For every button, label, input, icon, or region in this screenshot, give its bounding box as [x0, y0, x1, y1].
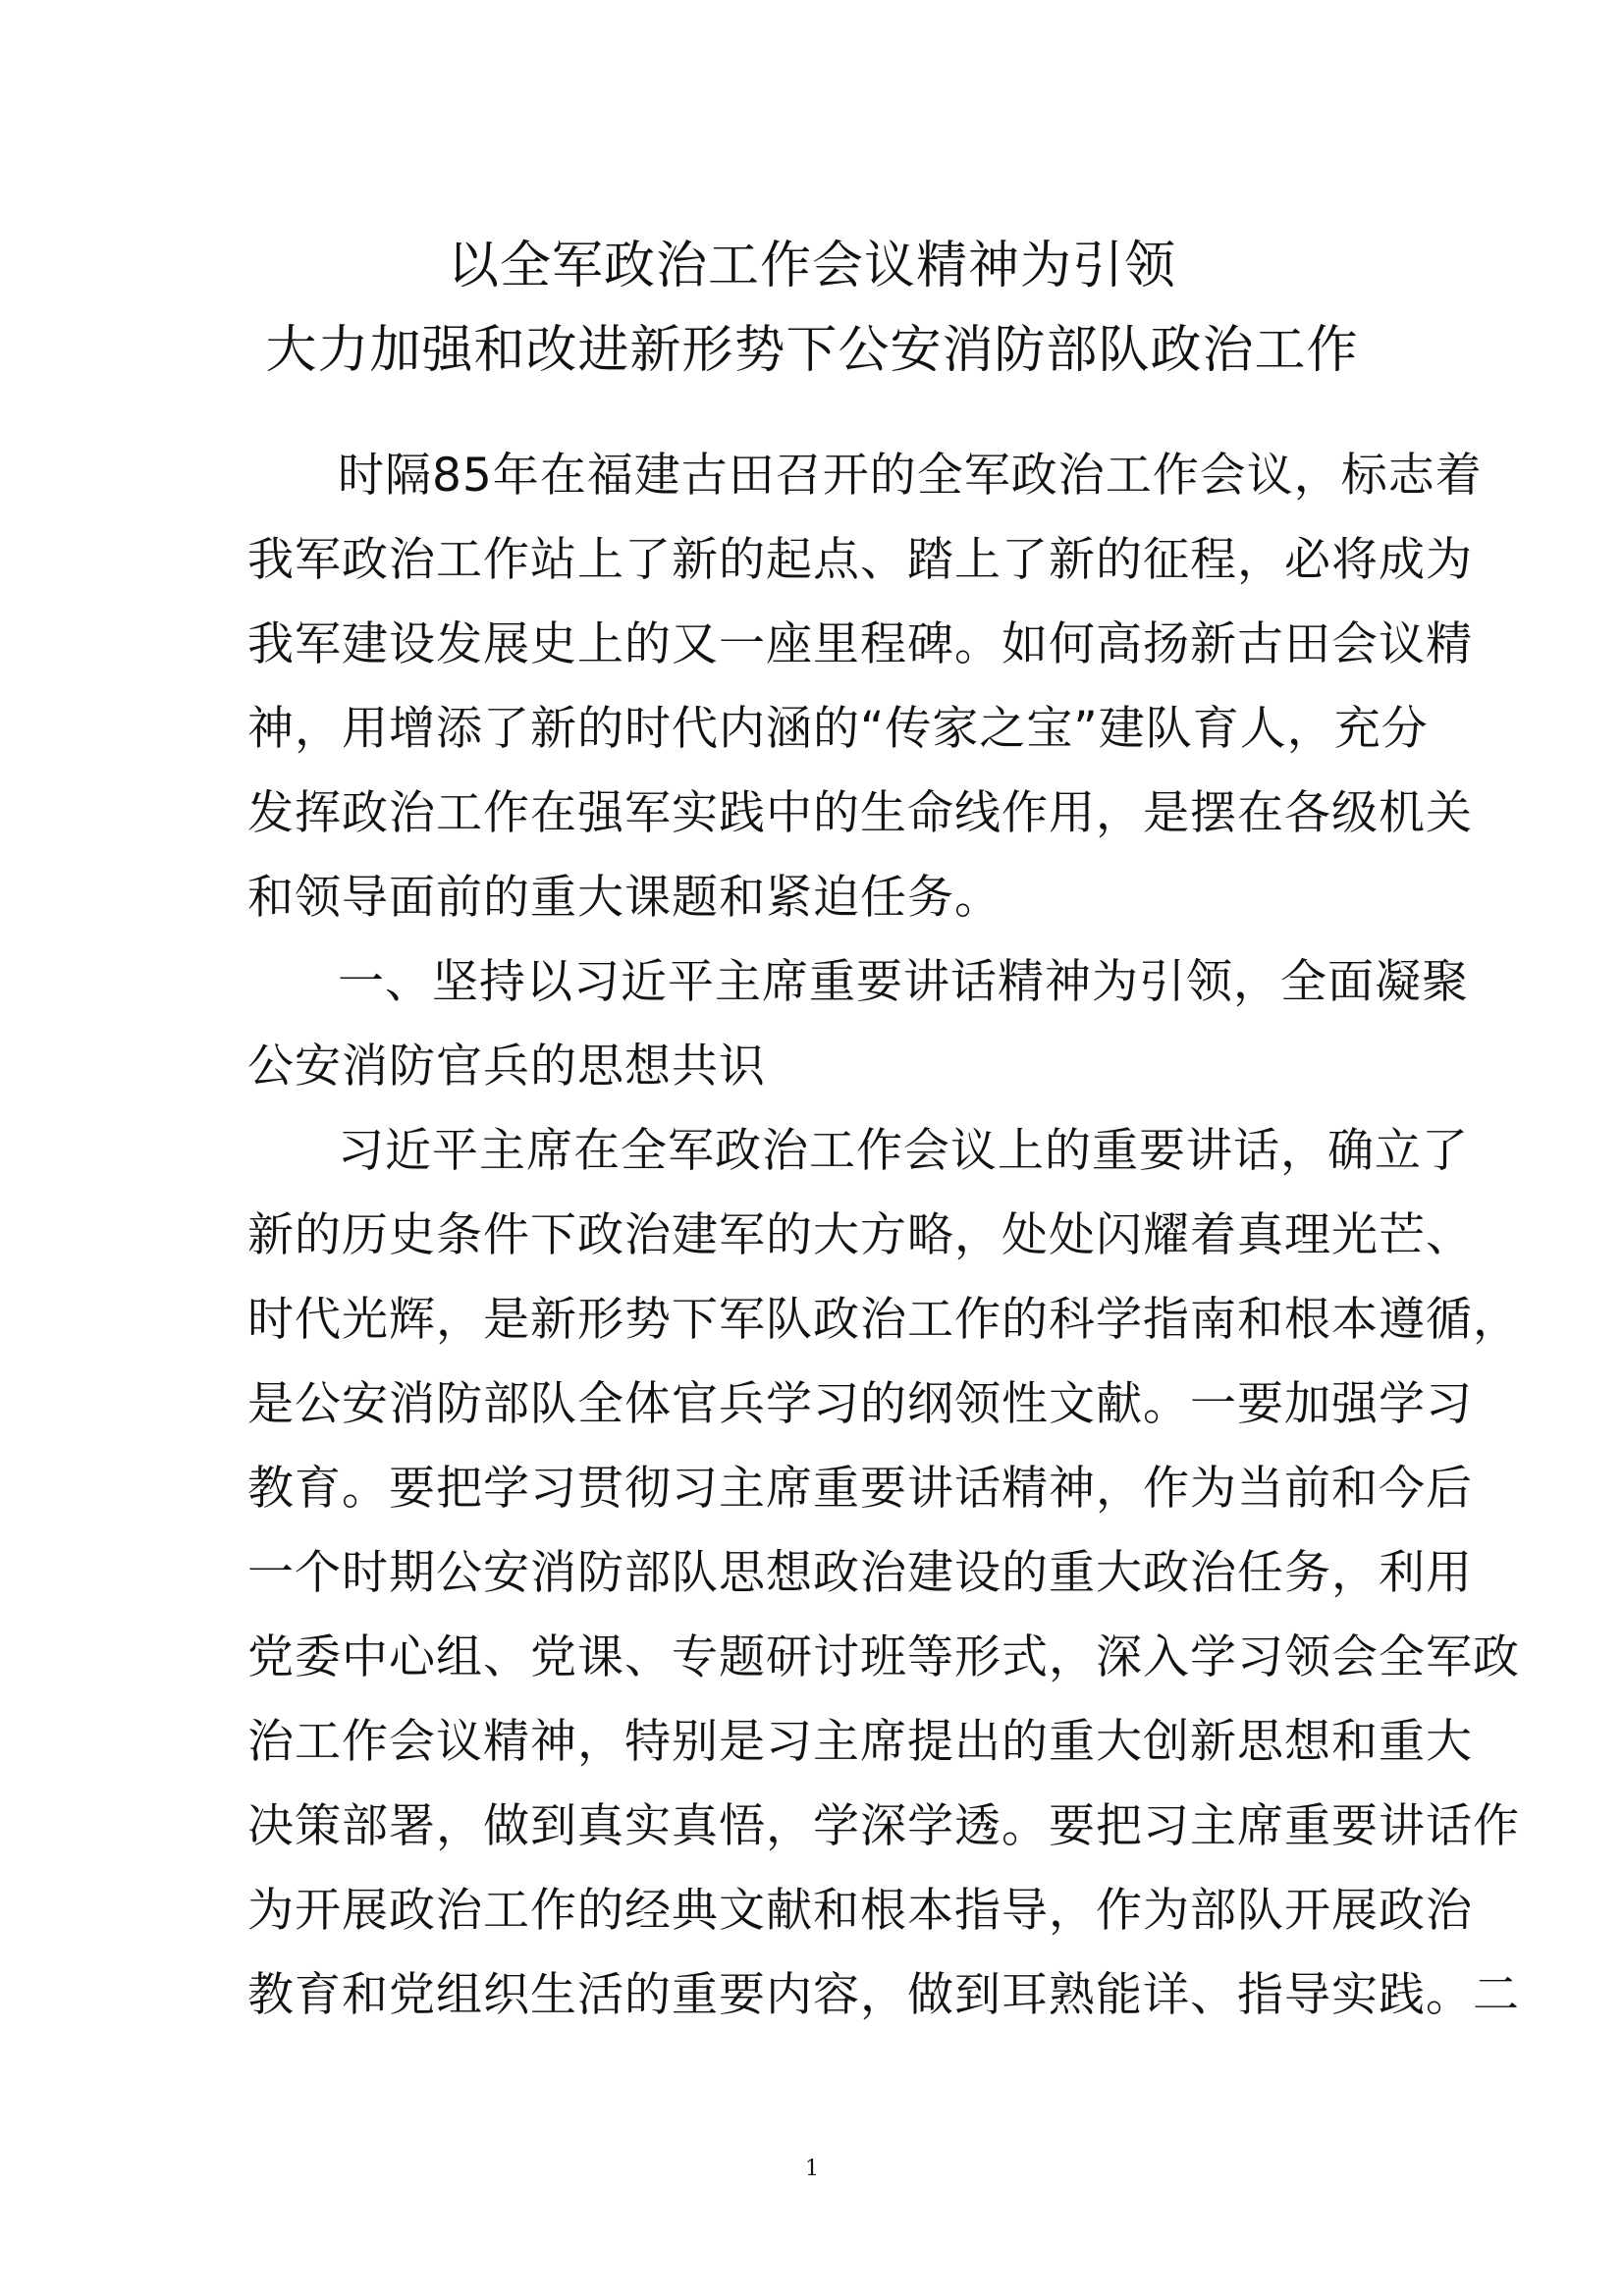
section-heading-line: 公安消防官兵的思想共识 — [247, 1040, 766, 1094]
paragraph-2-line: 习近平主席在全军政治工作会议上的重要讲话，确立了 — [338, 1124, 1469, 1178]
paragraph-1-line: 神，用增添了新的时代内涵的“传家之宝”建队育人，充分 — [247, 702, 1429, 756]
paragraph-1-line: 时隔85年在福建古田召开的全军政治工作会议，标志着 — [338, 449, 1483, 503]
title-line-2: 大力加强和改进新形势下公安消防部队政治工作 — [265, 321, 1359, 380]
paragraph-2-line: 治工作会议精神，特别是习主席提出的重大创新思想和重大 — [247, 1715, 1473, 1769]
paragraph-2-line: 教育。要把学习贯彻习主席重要讲话精神，作为当前和今后 — [247, 1462, 1473, 1516]
paragraph-1-line: 我军建设发展史上的又一座里程碑。如何高扬新古田会议精 — [247, 617, 1473, 671]
title-line-1: 以全军政治工作会议精神为引领 — [447, 237, 1176, 295]
paragraph-2-line: 时代光辉，是新形势下军队政治工作的科学指南和根本遵循， — [247, 1293, 1520, 1347]
document-title — [0, 224, 1624, 393]
paragraph-2-line: 决策部署，做到真实真悟，学深学透。要把习主席重要讲话作 — [247, 1799, 1520, 1853]
paragraph-1-line: 我军政治工作站上了新的起点、踏上了新的征程，必将成为 — [247, 533, 1473, 587]
paragraph-1-line: 和领导面前的重大课题和紧迫任务。 — [247, 871, 1001, 925]
page-number: 1 — [805, 2157, 819, 2181]
paragraph-2-line: 新的历史条件下政治建军的大方略，处处闪耀着真理光芒、 — [247, 1208, 1473, 1262]
paragraph-2-line: 为开展政治工作的经典文献和根本指导，作为部队开展政治 — [247, 1884, 1473, 1938]
document-body — [247, 434, 1520, 2038]
paragraph-1-line: 发挥政治工作在强军实践中的生命线作用，是摆在各级机关 — [247, 786, 1473, 840]
section-heading-line: 一、坚持以习近平主席重要讲话精神为引领，全面凝聚 — [338, 955, 1469, 1009]
paragraph-2-line: 一个时期公安消防部队思想政治建设的重大政治任务，利用 — [247, 1546, 1473, 1600]
paragraph-2-line: 是公安消防部队全体官兵学习的纲领性文献。一要加强学习 — [247, 1377, 1473, 1431]
paragraph-2-line: 党委中心组、党课、专题研讨班等形式，深入学习领会全军政 — [247, 1630, 1520, 1684]
paragraph-2-line: 教育和党组织生活的重要内容，做到耳熟能详、指导实践。二 — [247, 1968, 1520, 2022]
